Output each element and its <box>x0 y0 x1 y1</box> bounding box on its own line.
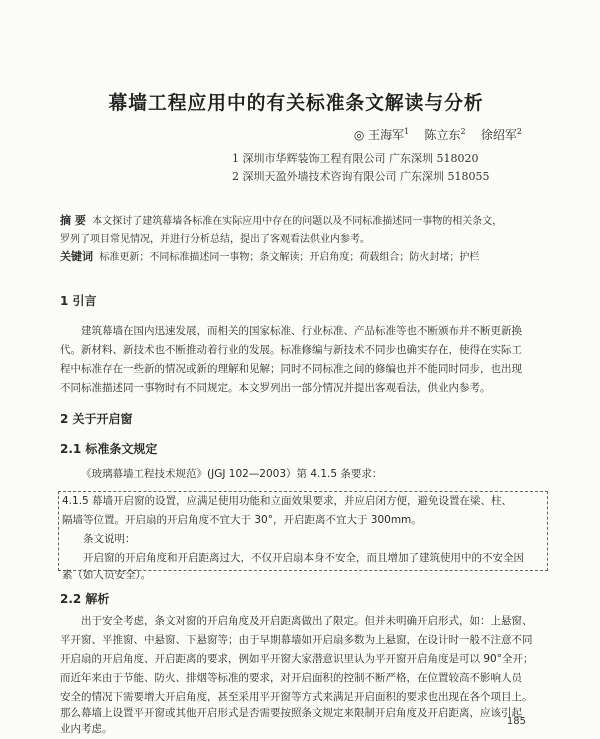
analysis-line-1: 出于安全考虑，条文对窗的开启角度及开启距离做出了限定。但并未明确开启形式，如：上悬窗、 <box>81 615 533 627</box>
analysis-line-3: 开启扇的开启角度、开启距离的要求，例如平开窗大家潜意识里认为平开窗开启角度是可以 90°全开； <box>60 653 534 665</box>
author-2: 陈立东$^2$ <box>424 127 466 142</box>
clause-line-1: 4.1.5 幕墙开启窗的设置，应满足使用功能和立面效果要求，并应启闭方便，避免设置在梁、柱、 <box>62 495 513 507</box>
analysis-line-4: 而近年来由于节能、防火、排烟等标准的要求，对开启面积的控制不断严格，在位置较高不影响人员 <box>60 672 522 684</box>
analysis-line-7: 业内考虑。 <box>60 723 113 735</box>
abstract-line-1: 摘 要 本文探讨了建筑幕墙各标准在实际应用中存在的问题以及不同标准描述同一事物的相关条文， <box>60 214 503 227</box>
analysis-line-2: 平开窗、平推窗、中悬窗、下悬窗等；由于早期幕墙如开启扇多数为上悬窗，在设计时一般不注意不同 <box>60 634 533 646</box>
section-2-heading: 2 关于开启窗 <box>60 412 133 426</box>
affiliation-1: 1 深圳市华辉装饰工程有限公司 广东深圳 518020 <box>232 152 479 165</box>
section-1-line-1: 建筑幕墙在国内迅速发展，而相关的国家标准、行业标准、产品标准等也不断颁布并不断更新换 <box>81 325 522 337</box>
section-1-line-3: 程中标准存在一些新的情况或新的理解和见解；同时不同标准之间的修编也并不能同时同步，也出现 <box>60 363 522 375</box>
section-1-line-4: 不同标准描述同一事物时有不同规定。本文罗列出一部分情况并提出客观看法，供业内参考。 <box>60 382 491 394</box>
clause-explain-label: 条文说明： <box>83 533 136 545</box>
keywords: 关键词 标准更新；不同标准描述同一事物；条文解读；开启角度；荷载组合；防火封堵；护栏 <box>60 250 480 263</box>
paper-title: 幕墙工程应用中的有关标准条文解读与分析 <box>108 92 484 114</box>
subsection-2-2-heading: 2.2 解析 <box>60 592 110 606</box>
subsection-2-1-heading: 2.1 标准条文规定 <box>60 442 158 456</box>
abstract-label: 摘 要 <box>60 214 86 227</box>
author-1: ◎ 王海军$^1$ <box>353 127 410 142</box>
keywords-label: 关键词 <box>60 250 93 263</box>
clause-explain-line-2: 素（如人员安全）。 <box>62 569 152 581</box>
clause-explain-line-1: 开启窗的开启角度和开启距离过大，不仅开启扇本身不安全，而且增加了建筑使用中的不安全因 <box>83 552 524 564</box>
page-number: 185 <box>506 716 526 727</box>
author-3: 徐绍军$^2$ <box>480 127 522 142</box>
analysis-line-5: 安全的情况下需要增大开启角度，甚至采用平开窗等方式来满足开启面积的要求也出现在各个项目上。 <box>60 691 533 703</box>
affiliation-2: 2 深圳天盈外墙技术咨询有限公司 广东深圳 518055 <box>232 170 490 183</box>
abstract-line-2: 罗列了项目常见情况，并进行分析总结，提出了客观看法供业内参考。 <box>60 234 370 245</box>
section-1-line-2: 代。新材料、新技术也不断推动着行业的发展。标准修编与新技术不同步也确实存在，使得在实际工 <box>60 344 522 356</box>
section-1-heading: 1 引言 <box>60 294 97 308</box>
authors <box>354 126 522 143</box>
standard-citation: 《玻璃幕墙工程技术规范》(JGJ 102—2003）第 4.1.5 条要求： <box>81 468 383 480</box>
clause-line-2: 隔墙等位置。开启扇的开启角度不宜大于 30°，开启距离不宜大于 300mm。 <box>62 514 422 526</box>
analysis-line-6: 那么幕墙上设置平开窗或其他开启形式是否需要按照条文规定来限制开启角度及开启距离，应该引起 <box>60 707 522 719</box>
